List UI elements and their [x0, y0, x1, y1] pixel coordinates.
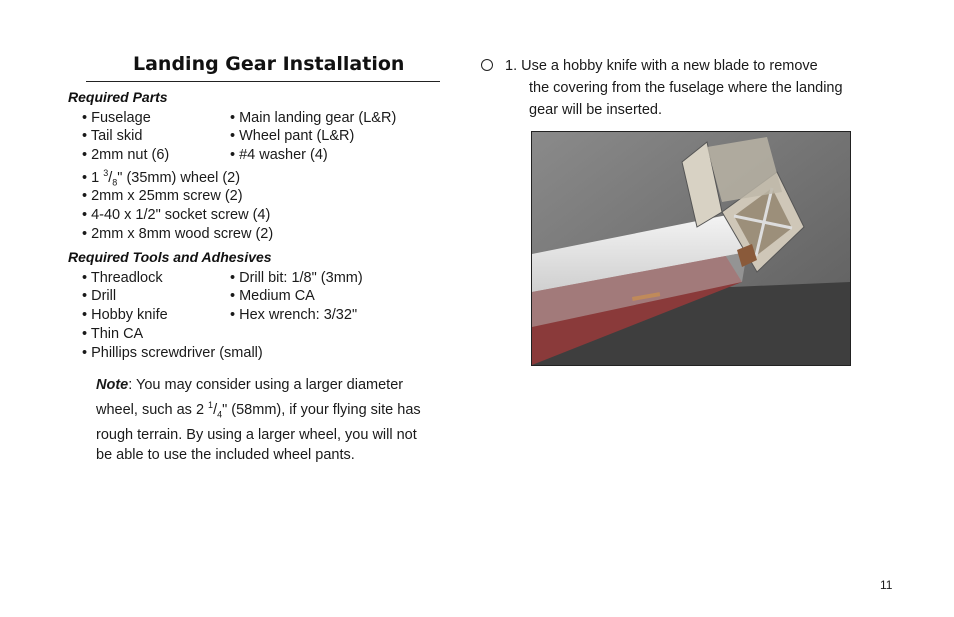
tool-item: • Medium CA — [230, 288, 315, 304]
part-item: • Fuselage — [82, 110, 151, 126]
step-text: gear will be inserted. — [529, 102, 662, 118]
tool-item: • Drill bit: 1/8" (3mm) — [230, 270, 363, 286]
part-item: • Tail skid — [82, 128, 143, 144]
tool-item: • Hex wrench: 3/32" — [230, 307, 358, 323]
step-text: 1. Use a hobby knife with a new blade to remove — [505, 58, 818, 74]
checkbox-circle-icon — [481, 59, 493, 71]
part-item: • 2mm nut (6) — [82, 147, 170, 163]
tool-item: • Hobby knife — [82, 307, 168, 323]
step-1 — [481, 55, 871, 121]
fuselage-photo — [531, 131, 851, 366]
step-text: the covering from the fuselage where the landing — [529, 80, 843, 96]
tool-item: • Thin CA — [82, 326, 144, 342]
note-label: Note — [96, 377, 129, 393]
part-item-wheel: • 1 $^3/_8$" (35mm) wheel (2) — [82, 168, 241, 188]
tool-item: • Threadlock — [82, 270, 163, 286]
part-item: • Main landing gear (L&R) — [230, 110, 397, 126]
part-item: • 4-40 x 1/2" socket screw (4) — [82, 207, 271, 223]
part-item: • 2mm x 25mm screw (2) — [82, 188, 243, 204]
title-divider — [86, 81, 440, 82]
part-item: • #4 washer (4) — [230, 147, 328, 163]
required-tools-heading: Required Tools and Adhesives — [68, 249, 272, 265]
required-parts-heading: Required Parts — [68, 89, 168, 105]
part-item: • Wheel pant (L&R) — [230, 128, 355, 144]
part-item: • 2mm x 8mm wood screw (2) — [82, 226, 274, 242]
tool-item: • Drill — [82, 288, 117, 304]
page-number: 11 — [880, 578, 893, 592]
tool-item: • Phillips screwdriver (small) — [82, 345, 263, 361]
page-title: Landing Gear Installation — [133, 53, 405, 75]
note-paragraph: Note: You may consider using a larger diameter wheel, such as 2 $^1/_4$" (58mm), if your flying site has rough terrain. By using a larger wheel, you will not be able to use the included wheel pants. — [96, 377, 421, 463]
